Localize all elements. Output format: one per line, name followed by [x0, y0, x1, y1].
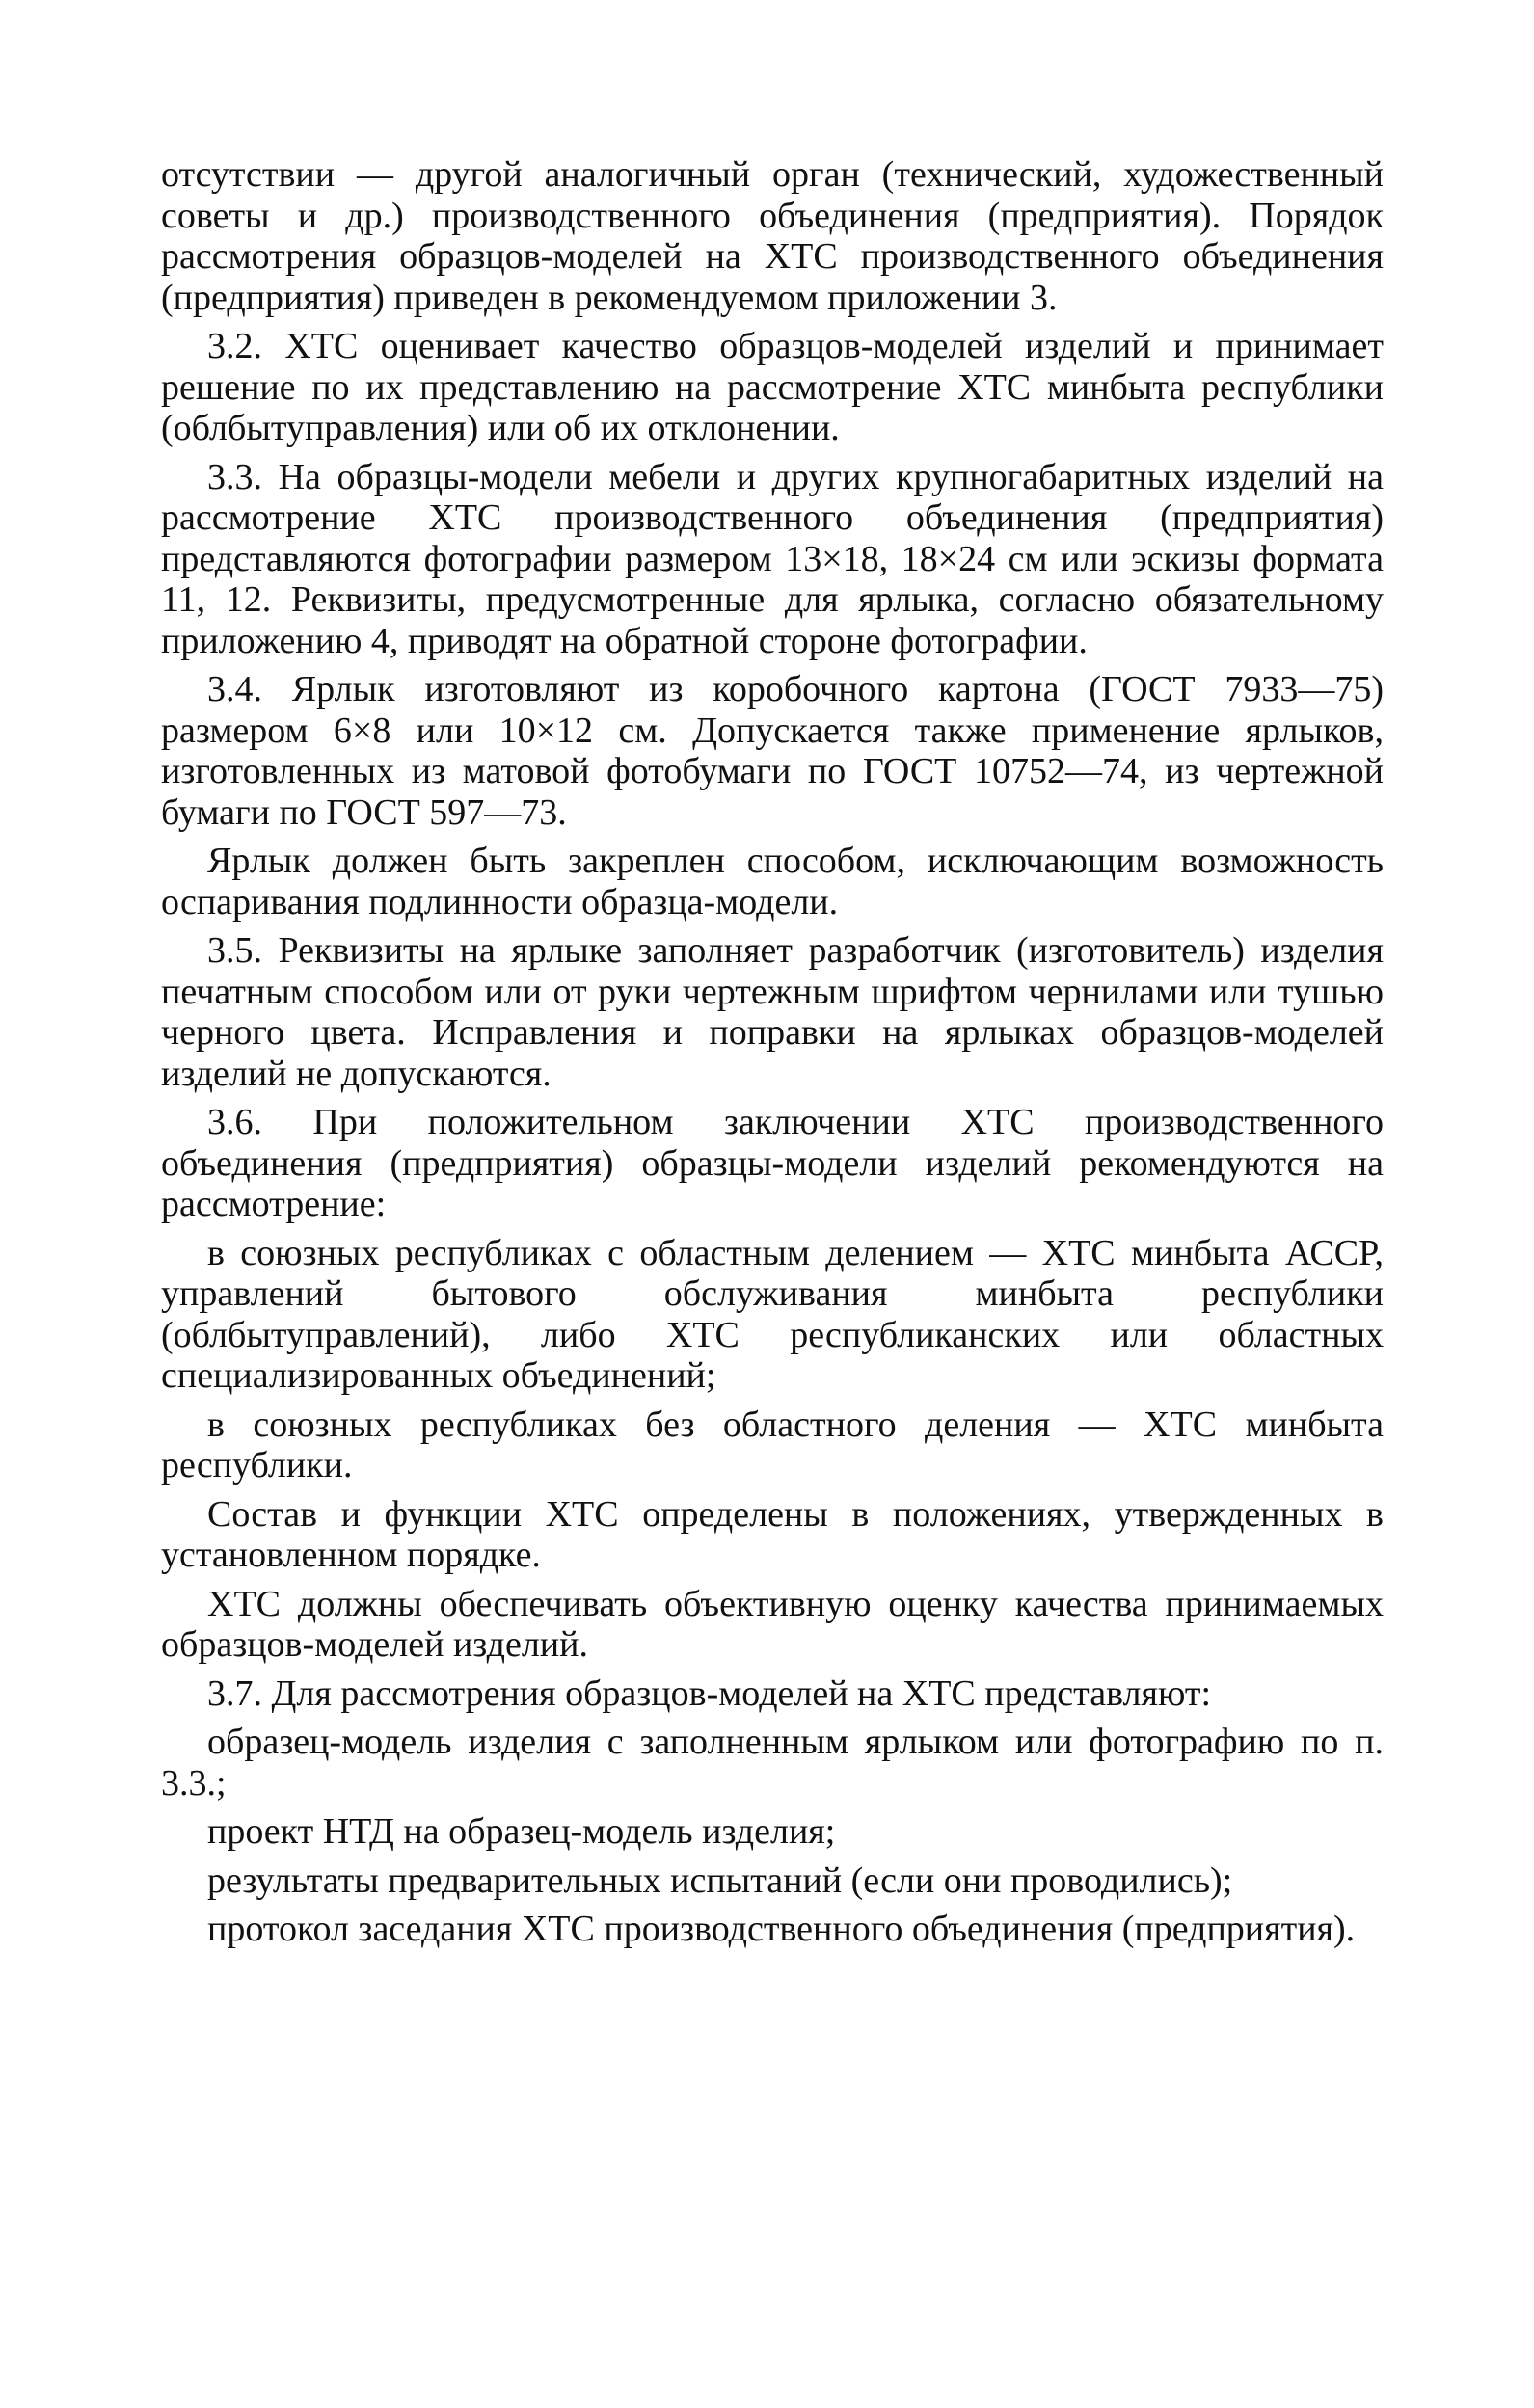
document-body [161, 154, 1384, 1958]
list-item: результаты предварительных испытаний (если они проводились); [207, 1860, 1233, 1901]
paragraph-3-5: 3.5. Реквизиты на ярлыке заполняет разработчик (изготовитель) изделия печатным способом или от руки чертежным шрифтом чернилами или тушью черного цвета. Исправления и поправки на ярлыках образцов-моделей изделий не допускаются. [161, 930, 1384, 1094]
paragraph: Ярлык должен быть закреплен способом, исключающим возможность оспаривания подлинности образца-модели. [161, 841, 1384, 923]
paragraph: в союзных республиках с областным делением — ХТС минбыта АССР, управлений бытового обслуживания минбыта республики (облбытуправлений), либо ХТС республиканских или областных специализированных объединений; [161, 1232, 1384, 1396]
list-item: проект НТД на образец-модель изделия; [207, 1811, 836, 1852]
paragraph-3-4: 3.4. Ярлык изготовляют из коробочного картона (ГОСТ 7933—75) размером 6×8 или 10×12 см. Допускается также применение ярлыков, изготовленных из матовой фотобумаги по ГОСТ 10752—74, из чертежной бумаги по ГОСТ 597—73. [161, 669, 1384, 833]
list-item: протокол заседания ХТС производственного объединения (предприятия). [207, 1909, 1356, 1949]
paragraph-3-3: 3.3. На образцы-модели мебели и других крупногабаритных изделий на рассмотрение ХТС производственного объединения (предприятия) представляются фотографии размером 13×18, 18×24 см или эскизы формата 11, 12. Реквизиты, предусмотренные для ярлыка, согласно обязательному приложению 4, приводят на обратной стороне фотографии. [161, 456, 1384, 661]
paragraph-3-7: 3.7. Для рассмотрения образцов-моделей на ХТС представляют: [207, 1672, 1212, 1714]
paragraph: ХТС должны обеспечивать объективную оценку качества принимаемых образцов-моделей изделий. [161, 1583, 1384, 1665]
paragraph-3-2: 3.2. ХТС оценивает качество образцов-моделей изделий и принимает решение по их представлению на рассмотрение ХТС минбыта республики (облбытуправления) или об их отклонении. [161, 326, 1384, 448]
paragraph: отсутствии — другой аналогичный орган (технический, художественный советы и др.) производственного объединения (предприятия). Порядок рассмотрения образцов-моделей на ХТС производственного объединения (предприятия) приведен в рекомендуемом приложении 3. [161, 154, 1384, 318]
paragraph-3-6: 3.6. При положительном заключении ХТС производственного объединения (предприятия) образцы-модели изделий рекомендуются на рассмотрение: [161, 1102, 1384, 1224]
paragraph: в союзных республиках без областного деления — ХТС минбыта республики. [161, 1404, 1384, 1485]
paragraph: Состав и функции ХТС определены в положениях, утвержденных в установленном порядке. [161, 1493, 1384, 1575]
list-item: образец-модель изделия с заполненным ярлыком или фотографию по п. 3.3.; [161, 1722, 1384, 1804]
